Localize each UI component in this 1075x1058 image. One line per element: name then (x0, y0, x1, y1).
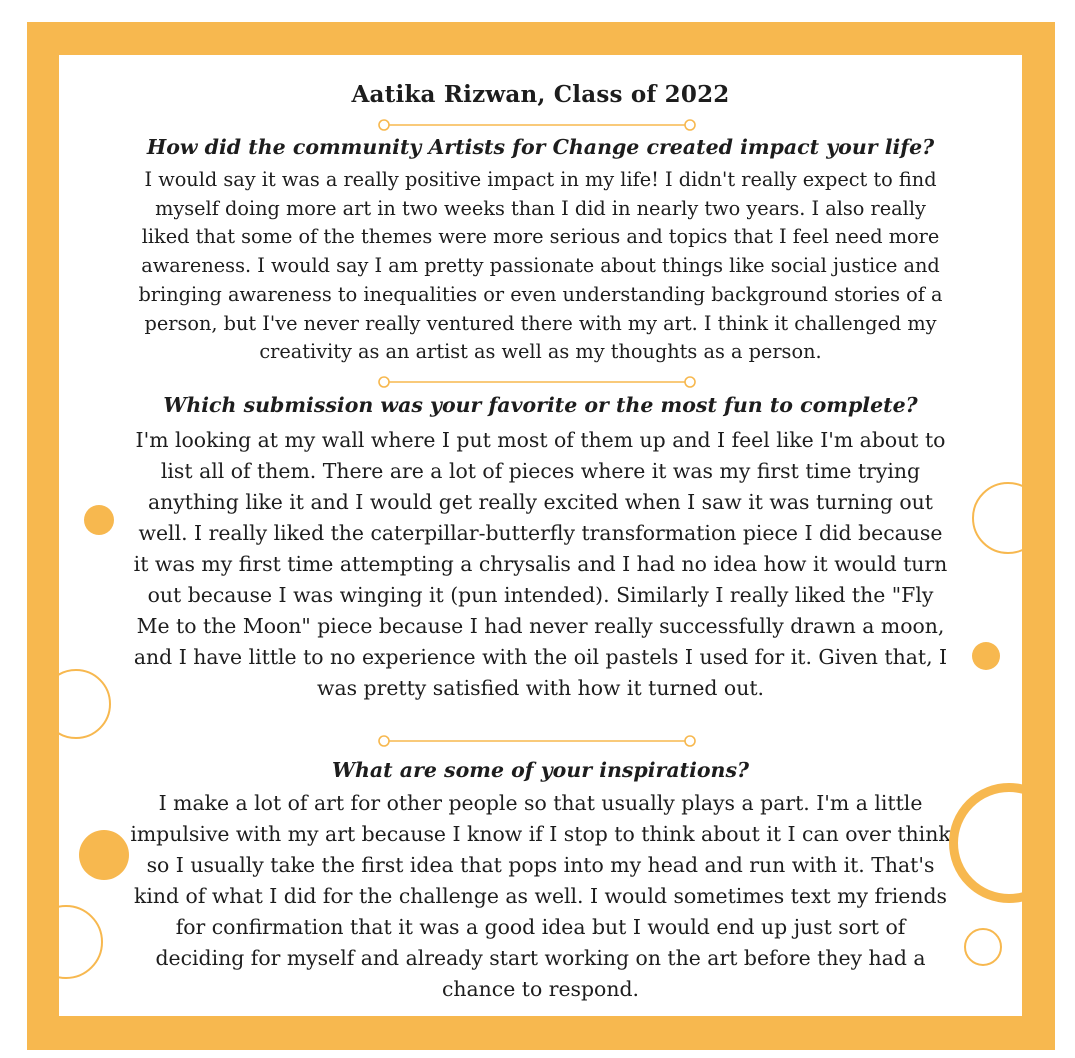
page-title: Aatika Rizwan, Class of 2022 (351, 81, 730, 108)
interview-card (59, 55, 1022, 1016)
circle-decoration-icon (59, 905, 103, 979)
circle-decoration-icon (949, 783, 1022, 903)
ornamental-line-divider-icon (377, 118, 697, 132)
circle-decoration-icon (79, 830, 129, 880)
answer-paragraph-1: I would say it was a really positive impact in my life! I didn't really expect to find myself doing more art in two weeks than I did in nearly two years. I also really liked that some of the themes were more serious and topics that I feel need more awareness. I would say I am pretty passionate about things like social justice and bringing awareness to inequalities or even understanding background stories of a person, but I've never really ventured there with my art. I think it challenged my creativity as an artist as well as my thoughts as a person. (138, 168, 943, 364)
ornamental-line-divider-icon (377, 375, 697, 389)
ornamental-line-divider-icon (377, 734, 697, 748)
question-heading-2: Which submission was your favorite or the most fun to complete? (163, 393, 918, 417)
answer-paragraph-2: I'm looking at my wall where I put most of them up and I feel like I'm about to list all of them. There are a lot of pieces where it was my first time trying anything like it and I would get really excited when I saw it was turning out well. I really liked the caterpillar-butterfly transformation piece I did because it was my first time attempting a chrysalis and I had no idea how it would turn out because I was winging it (pun intended). Similarly I really liked the "Fly Me to the Moon" piece because I had never really successfully drawn a moon, and I have little to no experience with the oil pastels I used for it. Given that, I was pretty satisfied with how it turned out. (133, 428, 948, 700)
circle-decoration-icon (964, 928, 1002, 966)
question-heading-1: How did the community Artists for Change created impact your life? (146, 135, 935, 159)
circle-decoration-icon (84, 505, 114, 535)
circle-decoration-icon (972, 482, 1022, 554)
answer-paragraph-3: I make a lot of art for other people so that usually plays a part. I'm a little impulsive with my art because I know if I stop to think about it I can over think so I usually take the first idea that pops into my head and run with it. That's kind of what I did for the challenge as well. I would sometimes text my friends for confirmation that it was a good idea but I would end up just sort of deciding for myself and already start working on the art before they had a chance to respond. (130, 791, 951, 1001)
question-heading-3: What are some of your inspirations? (331, 758, 750, 782)
circle-decoration-icon (972, 642, 1000, 670)
circle-decoration-icon (59, 669, 111, 739)
